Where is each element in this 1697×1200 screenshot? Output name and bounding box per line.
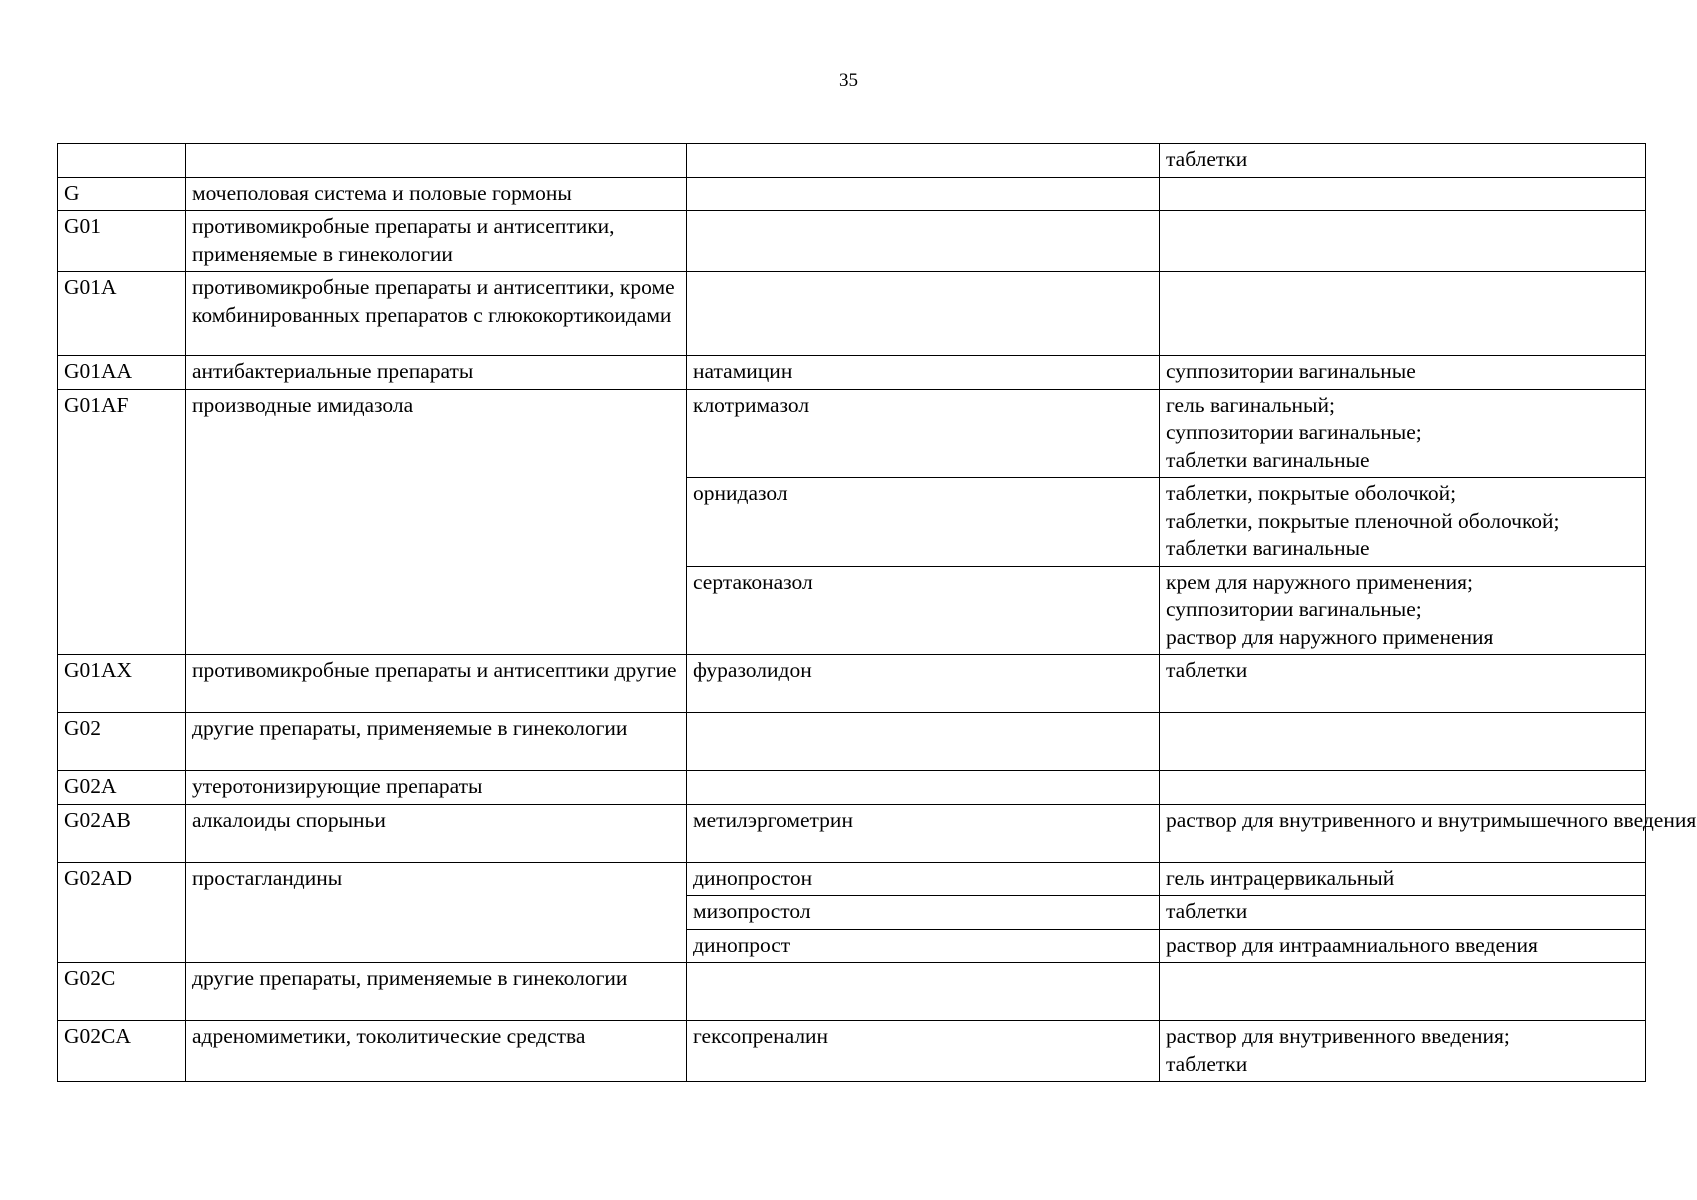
drug-name-cell: динопрост	[687, 929, 1160, 963]
dosage-forms-cell	[1160, 862, 1646, 896]
table-row	[58, 862, 1646, 896]
table-row	[58, 804, 1646, 862]
dosage-forms-cell	[1160, 713, 1646, 771]
table-row	[58, 963, 1646, 1021]
atc-code-cell: G	[58, 177, 186, 211]
table-row	[58, 356, 1646, 390]
atc-code-cell: G02AD	[58, 862, 186, 963]
dosage-forms-cell	[1160, 963, 1646, 1021]
atc-name-cell: утеротонизирующие препараты	[186, 771, 687, 805]
table-row	[58, 177, 1646, 211]
table-row	[58, 389, 1646, 478]
atc-name-cell: производные имидазола	[186, 389, 687, 655]
dosage-form-line: таблетки вагинальные	[1166, 536, 1370, 560]
drug-name-cell: мизопростол	[687, 896, 1160, 930]
table-row	[58, 272, 1646, 356]
dosage-forms-cell	[1160, 389, 1646, 478]
drug-name-cell: фуразолидон	[687, 655, 1160, 713]
dosage-form-line: таблетки, покрытые оболочкой;	[1166, 481, 1457, 505]
drug-name-cell: метилэргометрин	[687, 804, 1160, 862]
atc-code-cell: G02CA	[58, 1021, 186, 1082]
dosage-form-line: раствор для внутривенного введения;	[1166, 1024, 1510, 1048]
atc-name-cell: противомикробные препараты и антисептики, кроме комбинированных препаратов с глюкокортикоидами	[186, 272, 687, 356]
dosage-form-line: таблетки вагинальные	[1166, 447, 1370, 472]
atc-name-cell: противомикробные препараты и антисептики другие	[186, 655, 687, 713]
atc-code-cell: G02AB	[58, 804, 186, 862]
dosage-forms-cell	[1160, 655, 1646, 713]
drug-name-cell	[687, 177, 1160, 211]
dosage-forms-cell	[1160, 478, 1646, 567]
table-row	[58, 144, 1646, 178]
dosage-form-line: таблетки, покрытые пленочной оболочкой;	[1166, 508, 1560, 533]
table-row	[58, 713, 1646, 771]
table-row	[58, 771, 1646, 805]
dosage-form-line: таблетки	[1166, 1051, 1248, 1076]
drug-name-cell	[687, 211, 1160, 272]
dosage-forms-cell	[1160, 566, 1646, 655]
page-number: 35	[839, 70, 858, 91]
dosage-form-line: таблетки	[1166, 658, 1248, 682]
atc-code-cell: G02A	[58, 771, 186, 805]
atc-code-cell: G01AA	[58, 356, 186, 390]
atc-name-cell: противомикробные препараты и антисептики, применяемые в гинекологии	[186, 211, 687, 272]
atc-code-cell: G01AF	[58, 389, 186, 655]
atc-name-cell: другие препараты, применяемые в гинекологии	[186, 713, 687, 771]
drug-name-cell	[687, 272, 1160, 356]
drug-name-cell	[687, 771, 1160, 805]
drug-name-cell: натамицин	[687, 356, 1160, 390]
dosage-forms-cell	[1160, 804, 1697, 862]
drug-name-cell: сертаконазол	[687, 566, 1160, 655]
drug-table	[57, 143, 1697, 1082]
table-row	[58, 655, 1646, 713]
atc-name-cell: мочеполовая система и половые гормоны	[186, 177, 687, 211]
table-body	[58, 144, 1697, 1082]
atc-name-cell: адреномиметики, токолитические средства	[186, 1021, 687, 1082]
atc-name-cell: алкалоиды спорыньи	[186, 804, 687, 862]
atc-code-cell	[58, 144, 186, 178]
atc-code-cell: G01A	[58, 272, 186, 356]
dosage-form-line: суппозитории вагинальные	[1166, 359, 1416, 383]
drug-name-cell: орнидазол	[687, 478, 1160, 567]
dosage-form-line: суппозитории вагинальные;	[1166, 420, 1422, 444]
atc-name-cell: антибактериальные препараты	[186, 356, 687, 390]
dosage-forms-cell	[1160, 771, 1646, 805]
atc-code-cell: G01AX	[58, 655, 186, 713]
atc-code-cell: G01	[58, 211, 186, 272]
drug-name-cell: клотримазол	[687, 389, 1160, 478]
dosage-forms-cell	[1160, 896, 1646, 930]
drug-name-cell: динопростон	[687, 862, 1160, 896]
atc-code-cell: G02	[58, 713, 186, 771]
dosage-forms-cell	[1160, 211, 1646, 272]
dosage-forms-cell	[1160, 144, 1646, 178]
dosage-form-line: раствор для внутривенного и внутримышечного введения	[1166, 807, 1697, 832]
dosage-forms-cell	[1160, 356, 1646, 390]
atc-name-cell: другие препараты, применяемые в гинекологии	[186, 963, 687, 1021]
dosage-form-line: раствор для наружного применения	[1166, 624, 1494, 649]
dosage-form-line: гель интрацервикальный	[1166, 865, 1395, 890]
dosage-form-line: крем для наружного применения;	[1166, 569, 1473, 594]
dosage-form-line: таблетки	[1166, 899, 1248, 923]
dosage-forms-cell	[1160, 177, 1646, 211]
drug-name-cell	[687, 144, 1160, 178]
atc-name-cell	[186, 144, 687, 178]
dosage-form-line: раствор для интраамниального введения	[1166, 932, 1538, 957]
table-row	[58, 1021, 1646, 1082]
dosage-form-line: суппозитории вагинальные;	[1166, 597, 1422, 621]
dosage-form-line: гель вагинальный;	[1166, 392, 1335, 417]
drug-name-cell	[687, 963, 1160, 1021]
atc-name-cell: простагландины	[186, 862, 687, 963]
drug-name-cell: гексопреналин	[687, 1021, 1160, 1082]
dosage-forms-cell	[1160, 1021, 1646, 1082]
dosage-forms-cell	[1160, 929, 1646, 963]
dosage-forms-cell	[1160, 272, 1646, 356]
drug-name-cell	[687, 713, 1160, 771]
atc-code-cell: G02C	[58, 963, 186, 1021]
dosage-form-line: таблетки	[1166, 147, 1248, 171]
table-row	[58, 211, 1646, 272]
